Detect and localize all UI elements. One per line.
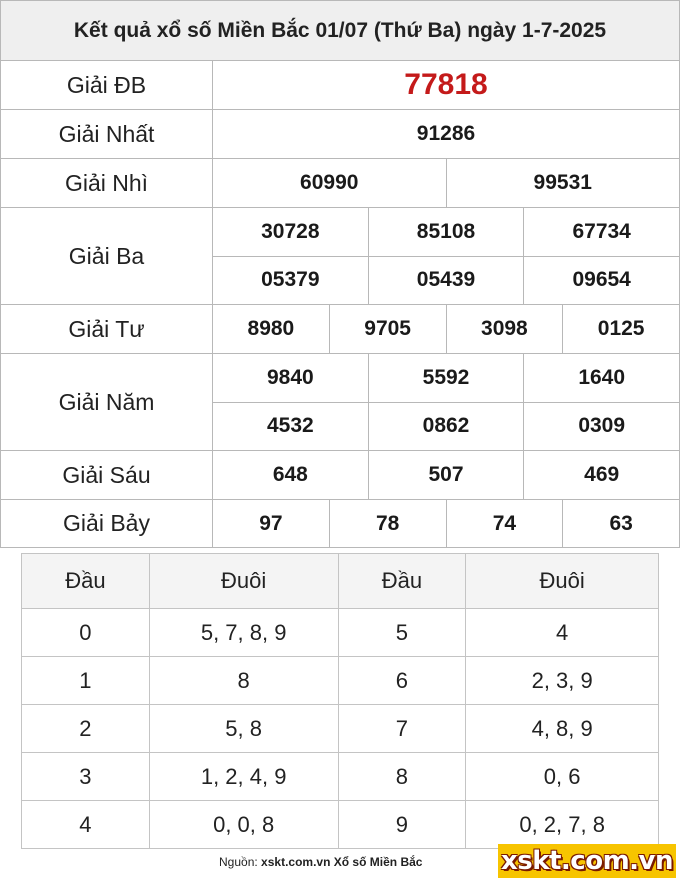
dau-cell: 9 — [338, 801, 466, 849]
prize-number: 60990 — [300, 171, 359, 194]
prize-number: 30728 — [261, 219, 320, 243]
prize-number: 5592 — [368, 354, 524, 402]
dau-cell: 5 — [338, 609, 466, 657]
prize-number: 67734 — [523, 208, 679, 256]
prize-number: 97 — [259, 511, 283, 535]
loto-dau-duoi-table — [21, 553, 659, 849]
prize-number: 469 — [523, 451, 679, 499]
dau-cell: 6 — [338, 657, 466, 705]
dau-cell: 4 — [22, 801, 150, 849]
prize-label: Giải Năm — [1, 354, 213, 450]
page-title: Kết quả xổ số Miền Bắc 01/07 (Thứ Ba) ngày 1-7-2025 — [0, 0, 680, 61]
prize-number: 3098 — [446, 305, 563, 353]
dau-cell: 8 — [338, 753, 466, 801]
prize-number: 8980 — [247, 317, 295, 340]
prize-number: 78 — [329, 500, 446, 547]
source-credit — [219, 855, 422, 869]
prize-number: 09654 — [523, 257, 679, 305]
prize-number: 1640 — [523, 354, 679, 402]
duoi-cell: 0, 6 — [466, 753, 659, 801]
prize-label: Giải ĐB — [1, 61, 213, 109]
duoi-cell: 0, 0, 8 — [149, 801, 338, 849]
prize-row-bay — [0, 500, 680, 548]
source-prefix: Nguồn: — [219, 855, 258, 869]
duoi-cell: 4 — [466, 609, 659, 657]
prize-number: 648 — [272, 463, 308, 486]
prize-label: Giải Nhì — [1, 159, 213, 207]
prize-number: 507 — [368, 451, 524, 499]
prize-label: Giải Tư — [1, 305, 213, 353]
duoi-cell: 1, 2, 4, 9 — [149, 753, 338, 801]
duoi-cell: 5, 8 — [149, 705, 338, 753]
source-site: xskt.com.vn — [261, 855, 331, 869]
source-name: Xổ số Miền Bắc — [333, 855, 423, 869]
prize-row-tu — [0, 305, 680, 354]
prize-number: 05439 — [368, 257, 524, 305]
prize-number: 91286 — [416, 122, 476, 145]
prize-row-nam — [0, 354, 680, 451]
prize-row-nhat — [0, 110, 680, 159]
special-prize-number: 77818 — [404, 68, 488, 101]
prize-label: Giải Bảy — [1, 500, 213, 547]
dau-cell: 0 — [22, 609, 150, 657]
dau-cell: 3 — [22, 753, 150, 801]
prize-number: 74 — [446, 500, 563, 547]
prize-number: 05379 — [261, 268, 320, 292]
table-row — [22, 801, 659, 849]
prize-number: 9705 — [329, 305, 446, 353]
column-header: Đuôi — [466, 554, 659, 609]
prize-row-sau — [0, 451, 680, 500]
table-row — [22, 705, 659, 753]
table-header-row — [22, 554, 659, 609]
duoi-cell: 2, 3, 9 — [466, 657, 659, 705]
duoi-cell: 0, 2, 7, 8 — [466, 801, 659, 849]
prize-number: 9840 — [266, 365, 314, 389]
prize-row-nhi — [0, 159, 680, 208]
prize-label: Giải Ba — [1, 208, 213, 304]
prize-number: 85108 — [368, 208, 524, 256]
dau-cell: 2 — [22, 705, 150, 753]
table-row — [22, 609, 659, 657]
prize-label: Giải Sáu — [1, 451, 213, 499]
table-row — [22, 657, 659, 705]
column-header: Đầu — [338, 554, 466, 609]
prize-number: 99531 — [446, 159, 680, 207]
duoi-cell: 4, 8, 9 — [466, 705, 659, 753]
duoi-cell: 8 — [149, 657, 338, 705]
prize-number: 0309 — [523, 403, 679, 451]
site-logo[interactable]: xskt.com.vn — [498, 844, 676, 878]
prize-number: 63 — [562, 500, 679, 547]
dau-cell: 7 — [338, 705, 466, 753]
duoi-cell: 5, 7, 8, 9 — [149, 609, 338, 657]
prize-label: Giải Nhất — [1, 110, 213, 158]
prize-row-db — [0, 61, 680, 110]
table-row — [22, 753, 659, 801]
prize-number: 4532 — [266, 414, 314, 438]
column-header: Đầu — [22, 554, 150, 609]
prize-number: 0862 — [368, 403, 524, 451]
prize-row-ba — [0, 208, 680, 305]
prize-number: 0125 — [562, 305, 679, 353]
column-header: Đuôi — [149, 554, 338, 609]
dau-cell: 1 — [22, 657, 150, 705]
